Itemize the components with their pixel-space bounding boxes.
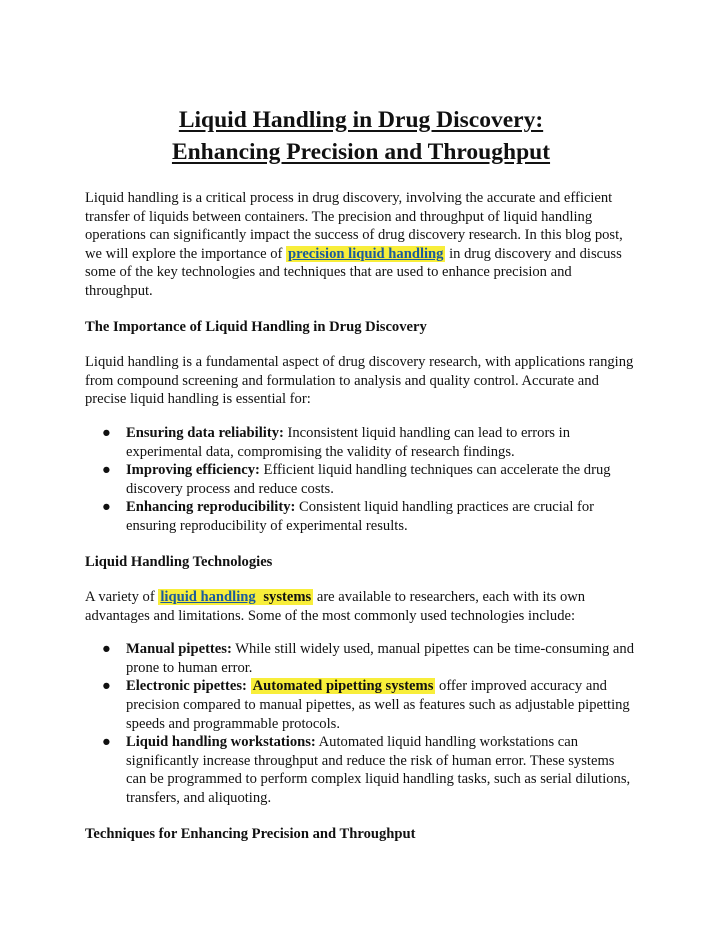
importance-paragraph: Liquid handling is a fundamental aspect of drug discovery research, with applications ranging from compound screening and formulation to analysis and quality control. Accurate and precise liquid handling is essential for:	[85, 354, 634, 408]
list-item	[85, 461, 637, 498]
list-item	[85, 498, 637, 535]
technologies-text-start: A variety of	[85, 589, 159, 606]
list-item-term: Electronic pipettes:	[126, 678, 247, 695]
bullet-icon: ●	[102, 734, 111, 751]
systems-highlight: systems	[259, 589, 312, 606]
page-title	[85, 104, 637, 168]
document-page	[85, 104, 637, 860]
intro-paragraph	[85, 189, 637, 301]
list-item-text: While still widely used, manual pipettes can be time-consuming and prone to human error.	[126, 641, 634, 676]
automated-pipetting-highlight: Automated pipetting systems	[252, 678, 434, 695]
list-item-term: Improving efficiency:	[126, 462, 260, 479]
intro-text-end: in drug discovery and discuss some of the key technologies and techniques that are used to enhance precision and throughput.	[85, 245, 622, 299]
list-item	[85, 640, 637, 677]
importance-list	[85, 424, 637, 536]
section-heading-techniques: Techniques for Enhancing Precision and Throughput	[85, 825, 416, 842]
bullet-icon: ●	[102, 424, 111, 441]
section-heading-technologies: Liquid Handling Technologies	[85, 553, 273, 570]
list-item	[85, 677, 637, 733]
precision-liquid-handling-link[interactable]: precision liquid handling	[288, 245, 444, 262]
bullet-icon: ●	[102, 641, 111, 658]
list-item-term: Enhancing reproducibility:	[126, 499, 296, 516]
list-item-term: Liquid handling workstations:	[126, 734, 316, 751]
list-item	[85, 424, 637, 461]
list-item-text: Consistent liquid handling practices are crucial for ensuring reproducibility of experimental results.	[126, 499, 595, 534]
title-line-1: Liquid Handling in Drug Discovery:	[178, 107, 544, 133]
intro-text-start: Liquid handling is a critical process in drug discovery, involving the accurate and efficient transfer of liquids between containers. The precision and throughput of liquid handling operations can significantly impact the success of drug discovery research. In this blog post, we will explore the importance of	[85, 190, 623, 262]
list-item-text: Inconsistent liquid handling can lead to errors in experimental data, compromising the validity of research findings.	[126, 424, 570, 460]
bullet-icon: ●	[102, 678, 111, 695]
technologies-paragraph	[85, 588, 637, 625]
liquid-handling-link[interactable]: liquid handling	[160, 589, 256, 606]
technologies-list	[85, 640, 637, 807]
title-line-2: Enhancing Precision and Throughput	[171, 139, 551, 165]
list-item-term: Manual pipettes:	[126, 641, 232, 658]
bullet-icon: ●	[102, 499, 111, 516]
list-item-text: Efficient liquid handling techniques can accelerate the drug discovery process and reduce costs.	[126, 462, 611, 497]
list-item-text: Automated liquid handling workstations can significantly increase throughput and reduce the risk of human error. These systems can be programmed to perform complex liquid handling tasks, such as serial dilutions, transfers, and aliquoting.	[126, 734, 631, 807]
bullet-icon: ●	[102, 462, 111, 479]
list-item	[85, 733, 637, 807]
section-heading-importance: The Importance of Liquid Handling in Drug Discovery	[85, 318, 427, 335]
list-item-text: offer improved accuracy and precision compared to manual pipettes, as well as features such as adjustable pipetting speeds and programmable protocols.	[126, 678, 630, 732]
list-item-term: Ensuring data reliability:	[126, 424, 284, 441]
technologies-text-end: are available to researchers, each with its own advantages and limitations. Some of the most commonly used technologies include:	[85, 589, 586, 624]
